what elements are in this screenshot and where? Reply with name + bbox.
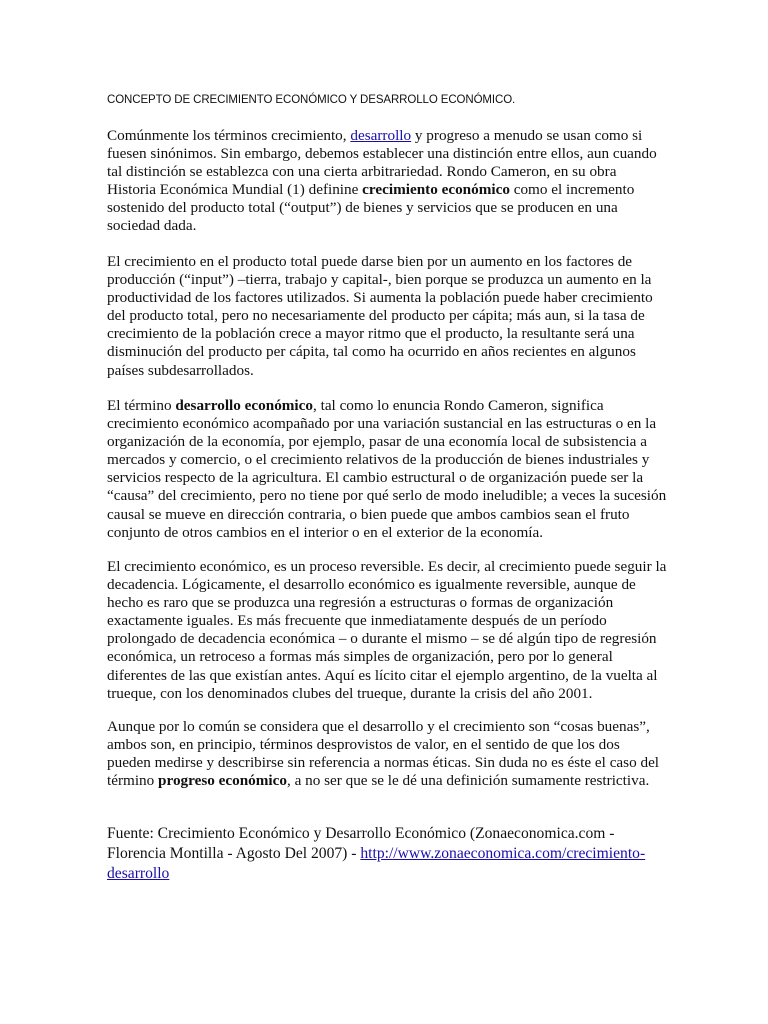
paragraph-definition <box>107 127 667 236</box>
paragraph-text: El término <box>107 397 176 414</box>
source-text: Fuente: Crecimiento Económico y Desarrollo Económico (Zonaeconomica.com - Florencia Montilla - Agosto Del 2007) - <box>107 825 615 862</box>
paragraph-growth-factors: El crecimiento en el producto total puede darse bien por un aumento en los factores de producción (“input”) –tierra, trabajo y capital-, bien porque se produzca un aumento en la productividad de los factores utilizados. Si aumenta la población puede haber crecimiento del producto total, pero no necesariamente del producto per cápita; más aun, si la tasa de crecimiento de la población crece a mayor ritmo que el producto, la resultante será una disminución del producto per cápita, tal como ha ocurrido en años recientes en algunos países subdesarrollados. <box>107 253 653 379</box>
paragraph-text: , a no ser que se le dé una definición sumamente restrictiva. <box>286 772 650 790</box>
desarrollo-link[interactable]: desarrollo <box>350 127 412 144</box>
paragraph-text: y progreso a menudo se usan como si fuesen sinónimos. Sin embargo, debemos establecer una distinción entre ellos, aun cuando tal distinción se establezca con una cierta arbitrariedad. Rondo Cameron, en su obra Historia Económica Mundial (1) definine <box>107 127 657 199</box>
paragraph-development <box>107 397 667 542</box>
paragraph-text: , tal como lo enuncia Rondo Cameron, significa crecimiento económico acompañado por una variación sustancial en las estructuras o en la organización de la economía, por ejemplo, pasar de una economía local de subsistencia a mercados y comercio, o el crecimiento relativos de la producción de bienes industriales y servicios respecto de la agricultura. El cambio estructural o de organización puede ser la “causa” del crecimiento, pero no tiene por qué serlo de modo ineludible; a veces la sucesión causal se mueve en dirección contraria, o bien puede que ambos cambios sean el fruto conjunto de otros cambios en el interior o en el exterior de la economía. <box>107 397 667 541</box>
paragraph-text: como el incremento sostenido del producto total (“output”) de bienes y servicios que se producen en una sociedad dada. <box>107 181 635 235</box>
source-link[interactable]: http://www.zonaeconomica.com/crecimiento-desarrollo <box>107 845 646 882</box>
paragraph-values <box>107 718 667 790</box>
bold-term-desarrollo-economico: desarrollo económico <box>175 397 313 414</box>
bold-term-crecimiento-economico: crecimiento económico <box>362 181 510 199</box>
document-title: CONCEPTO DE CRECIMIENTO ECONÓMICO Y DESARROLLO ECONÓMICO. <box>107 94 516 106</box>
paragraph-reversibility: El crecimiento económico, es un proceso reversible. Es decir, al crecimiento puede seguir la decadencia. Lógicamente, el desarrollo económico es igualmente reversible, aunque de hecho es raro que se produzca una regresión a estructuras o formas de organización exactamente iguales. Es más frecuente que inmediatamente después de un período prolongado de decadencia económica – o durante el mismo – se dé algún tipo de regresión económica, un retroceso a formas más simples de organización, pero por lo general diferentes de las que existían antes. Aquí es lícito citar el ejemplo argentino, de la vuelta al trueque, con los denominados clubes del trueque, durante la crisis del año 2001. <box>107 558 667 702</box>
paragraph-text: Comúnmente los términos crecimiento, <box>107 127 351 144</box>
bold-term-progreso-economico: progreso económico <box>158 772 287 790</box>
source-citation <box>107 824 667 884</box>
paragraph-text: Aunque por lo común se considera que el desarrollo y el crecimiento son “cosas buenas”, ambos son, en principio, términos desprovistos de valor, en el sentido de que los dos pueden medirse y describirse sin referencia a normas éticas. Sin duda no es éste el caso del término <box>107 718 660 790</box>
